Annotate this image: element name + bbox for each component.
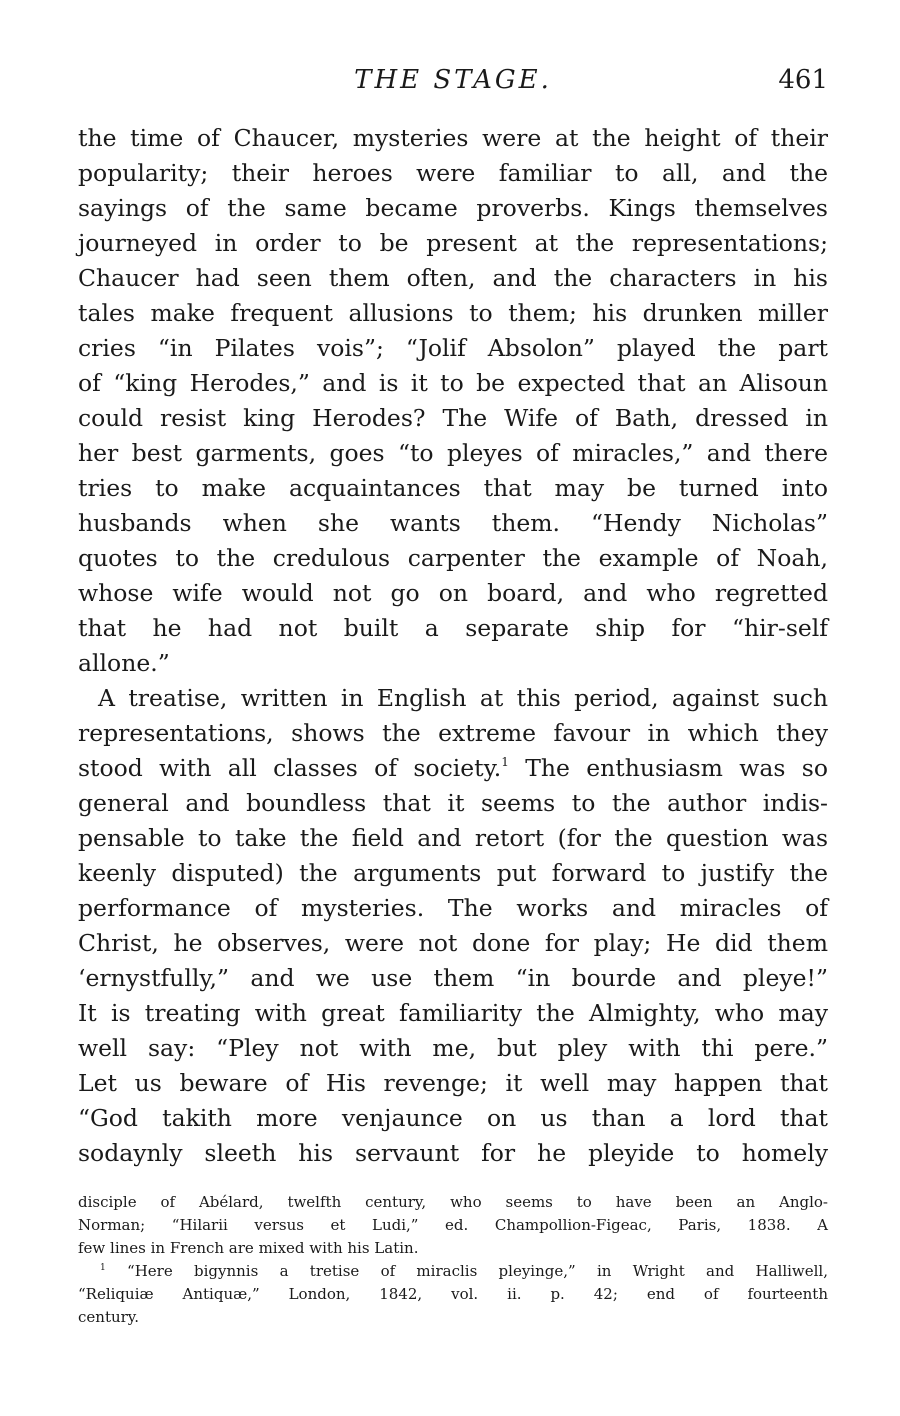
text-line: Let us beware of His revenge; it well may happen that: [78, 1069, 828, 1097]
text-line: sodaynly sleeth his servaunt for he pleyide to homely: [78, 1139, 828, 1167]
running-title: THE STAGE.: [354, 65, 552, 95]
text-line: quotes to the credulous carpenter the example of Noah,: [78, 544, 828, 572]
text-segment: stood with all classes of society.: [78, 754, 502, 782]
footnotes: [78, 1191, 828, 1329]
footnote-line: century.: [78, 1308, 140, 1326]
text-line: her best garments, goes “to pleyes of miracles,” and there: [78, 439, 828, 467]
text-line: Christ, he observes, were not done for play; He did them: [78, 929, 828, 957]
text-line: tries to make acquaintances that may be turned into: [78, 474, 828, 502]
text-line: allone.”: [78, 649, 170, 677]
footnote-text: “Here bigynnis a tretise of miraclis pleyinge,” in Wright and Halliwell,: [105, 1262, 828, 1280]
text-line: general and boundless that it seems to the author indis-: [78, 789, 828, 817]
text-line: pensable to take the field and retort (for the question was: [78, 824, 828, 852]
text-line: cries “in Pilates vois”; “Jolif Absolon” played the part: [78, 334, 828, 362]
footnote-line: disciple of Abélard, twelfth century, who seems to have been an Anglo-: [78, 1193, 828, 1211]
text-line: journeyed in order to be present at the representations;: [78, 229, 828, 257]
text-line: of “king Herodes,” and is it to be expected that an Alisoun: [78, 369, 828, 397]
text-line: keenly disputed) the arguments put forward to justify the: [78, 859, 828, 887]
text-line: sayings of the same became proverbs. Kings themselves: [78, 194, 828, 222]
text-line: well say: “Pley not with me, but pley with thi pere.”: [78, 1034, 828, 1062]
text-line: whose wife would not go on board, and who regretted: [78, 579, 828, 607]
page-number: 461: [778, 65, 828, 95]
footnote-line: [78, 1260, 828, 1283]
text-line: performance of mysteries. The works and miracles of: [78, 894, 828, 922]
text-line-with-footnote: [78, 751, 828, 786]
page-header: [78, 60, 828, 100]
body-text: [78, 121, 828, 1171]
footnote-marker: 1: [100, 1263, 106, 1273]
footnote-line: “Reliquiæ Antiquæ,” London, 1842, vol. ii. p. 42; end of fourteenth: [78, 1285, 828, 1303]
footnote-line: Norman; “Hilarii versus et Ludi,” ed. Champollion-Figeac, Paris, 1838. A: [78, 1216, 828, 1234]
text-line: tales make frequent allusions to them; his drunken miller: [78, 299, 828, 327]
text-line: “God takith more venjaunce on us than a lord that: [78, 1104, 828, 1132]
text-line: ‘ernystfully,” and we use them “in bourde and pleye!”: [78, 964, 828, 992]
footnote-reference[interactable]: 1: [501, 755, 509, 769]
text-line: representations, shows the extreme favour in which they: [78, 719, 828, 747]
text-line: popularity; their heroes were familiar to all, and the: [78, 159, 828, 187]
text-line: husbands when she wants them. “Hendy Nicholas”: [78, 509, 828, 537]
footnote-line: few lines in French are mixed with his Latin.: [78, 1239, 419, 1257]
text-segment: The enthusiasm was so: [508, 754, 828, 782]
text-line: the time of Chaucer, mysteries were at the height of their: [78, 124, 828, 152]
text-line: A treatise, written in English at this period, against such: [98, 684, 828, 712]
text-line: could resist king Herodes? The Wife of Bath, dressed in: [78, 404, 828, 432]
text-line: Chaucer had seen them often, and the characters in his: [78, 264, 828, 292]
text-line: It is treating with great familiarity the Almighty, who may: [78, 999, 828, 1027]
text-line: that he had not built a separate ship for “hir-self: [78, 614, 828, 642]
